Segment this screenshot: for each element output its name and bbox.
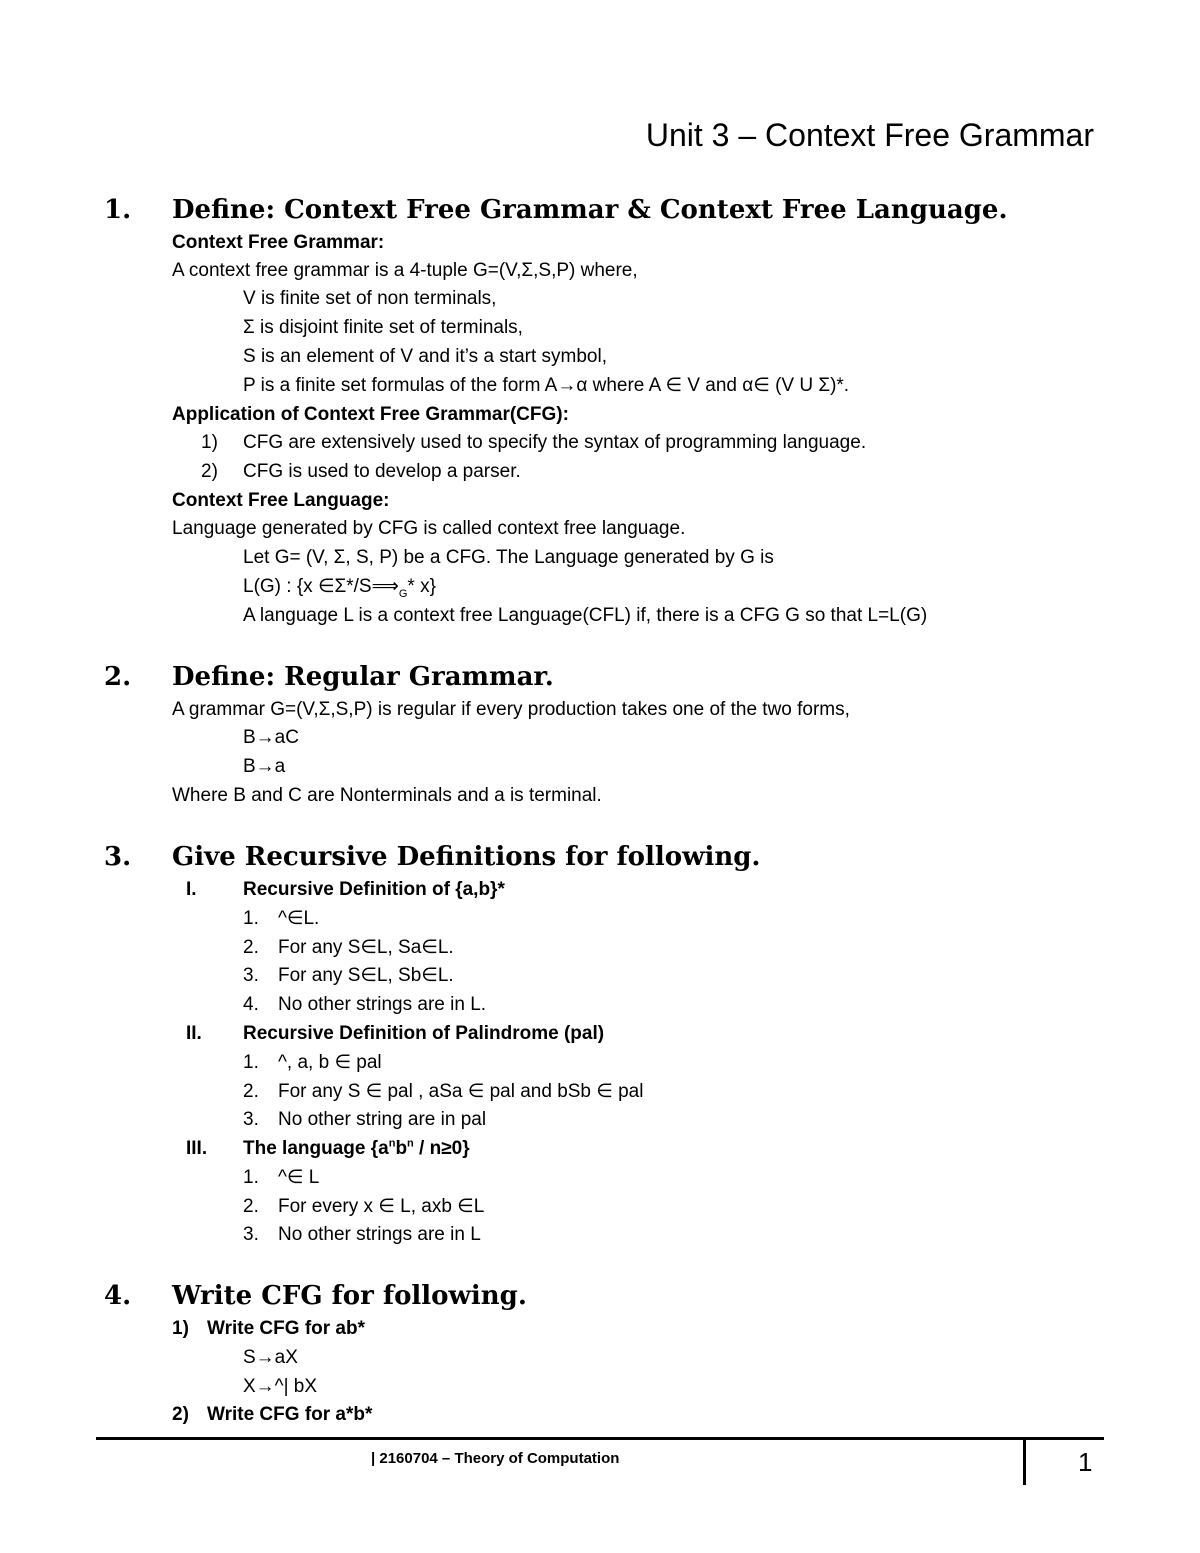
part-number: I. — [186, 879, 197, 900]
language-formula: L(G) : {x $\in\Sigma*/S⟹_G*$ x} — [243, 576, 436, 600]
cfg-definition: A context free grammar is a 4-tuple G=(V,Σ,S,P) where, — [172, 260, 638, 281]
list-item: ^∈L. — [278, 908, 320, 929]
production-rule: B→a — [243, 756, 286, 777]
list-item-number: 2. — [243, 1081, 259, 1102]
list-item-number: 3. — [243, 1224, 259, 1245]
list-item-number: 2. — [243, 1196, 259, 1217]
cfl-item: Let G= (V, Σ, S, P) be a CFG. The Language generated by G is — [243, 547, 774, 568]
list-item-number: 1. — [243, 1052, 259, 1073]
application-item: CFG are extensively used to specify the syntax of programming language. — [243, 432, 867, 453]
sub-question-text: Write CFG for ab* — [207, 1318, 365, 1339]
footer-vertical-divider — [1023, 1440, 1026, 1485]
footer-divider — [96, 1437, 1104, 1440]
part-number: III. — [186, 1138, 208, 1159]
production-rule: X→^| bX — [243, 1376, 318, 1397]
part-heading: Recursive Definition of Palindrome (pal) — [243, 1023, 605, 1044]
question-3-number: 3. — [104, 842, 132, 872]
list-item: ^, a, b ∈ pal — [278, 1052, 382, 1073]
list-item-number: 3. — [243, 1109, 259, 1130]
cfl-definition: Language generated by CFG is called context free language. — [172, 518, 686, 539]
question-4-title: Write CFG for following. — [172, 1281, 527, 1311]
question-2-number: 2. — [104, 662, 132, 692]
list-item: No other string are in pal — [278, 1109, 487, 1130]
list-item: For any S∈L, Sb∈L. — [278, 965, 454, 986]
list-item: For any S∈L, Sa∈L. — [278, 937, 454, 958]
cfg-item: Σ is disjoint finite set of terminals, — [243, 317, 523, 338]
part-heading: Recursive Definition of {a,b}* — [243, 879, 505, 900]
cfg-item: V is finite set of non terminals, — [243, 288, 497, 309]
sub-question-text: Write CFG for a*b* — [207, 1404, 373, 1425]
cfg-heading: Context Free Grammar: — [172, 232, 385, 253]
list-item-number: 2. — [243, 937, 259, 958]
cfg-item: P is a finite set formulas of the form A→α where A ∈ V and α∈ (V U Σ)*. — [243, 375, 850, 396]
application-item: CFG is used to develop a parser. — [243, 461, 521, 482]
part-heading: The language $\{a^nb^n / n\ge 0\}$ — [243, 1137, 470, 1159]
list-item-number: 3. — [243, 965, 259, 986]
cfg-item: S is an element of V and it’s a start symbol, — [243, 346, 607, 367]
part-number: II. — [186, 1023, 202, 1044]
sub-question-number: 1) — [172, 1318, 189, 1339]
application-heading: Application of Context Free Grammar(CFG): — [172, 404, 569, 425]
cfl-item: A language L is a context free Language(CFL) if, there is a CFG G so that L=L(G) — [243, 605, 928, 626]
list-item: For every x ∈ L, axb ∈L — [278, 1196, 485, 1217]
footer-course: | 2160704 – Theory of Computation — [371, 1450, 620, 1467]
list-item-number: 1. — [243, 908, 259, 929]
cfl-heading: Context Free Language: — [172, 490, 390, 511]
production-rule: B→aC — [243, 727, 299, 748]
application-item-number: 1) — [201, 432, 218, 453]
regular-grammar-note: Where B and C are Nonterminals and a is terminal. — [172, 785, 602, 806]
sub-question-number: 2) — [172, 1404, 189, 1425]
list-item: No other strings are in L — [278, 1224, 481, 1245]
page-number: 1 — [1078, 1447, 1093, 1477]
list-item: No other strings are in L. — [278, 994, 487, 1015]
question-2-title: Define: Regular Grammar. — [172, 662, 554, 692]
question-1-title: Define: Context Free Grammar & Context Free Language. — [172, 195, 1008, 225]
regular-grammar-definition: A grammar G=(V,Σ,S,P) is regular if every production takes one of the two forms, — [172, 699, 850, 720]
application-item-number: 2) — [201, 461, 218, 482]
question-1-number: 1. — [104, 195, 132, 225]
list-item-number: 1. — [243, 1167, 259, 1188]
production-rule: S→aX — [243, 1347, 298, 1368]
question-3-title: Give Recursive Definitions for following. — [172, 842, 761, 872]
list-item: ^∈ L — [278, 1167, 320, 1188]
list-item-number: 4. — [243, 994, 259, 1015]
list-item: For any S ∈ pal , aSa ∈ pal and bSb ∈ pal — [278, 1081, 644, 1102]
page-title: Unit 3 – Context Free Grammar — [645, 117, 1094, 153]
question-4-number: 4. — [104, 1281, 132, 1311]
